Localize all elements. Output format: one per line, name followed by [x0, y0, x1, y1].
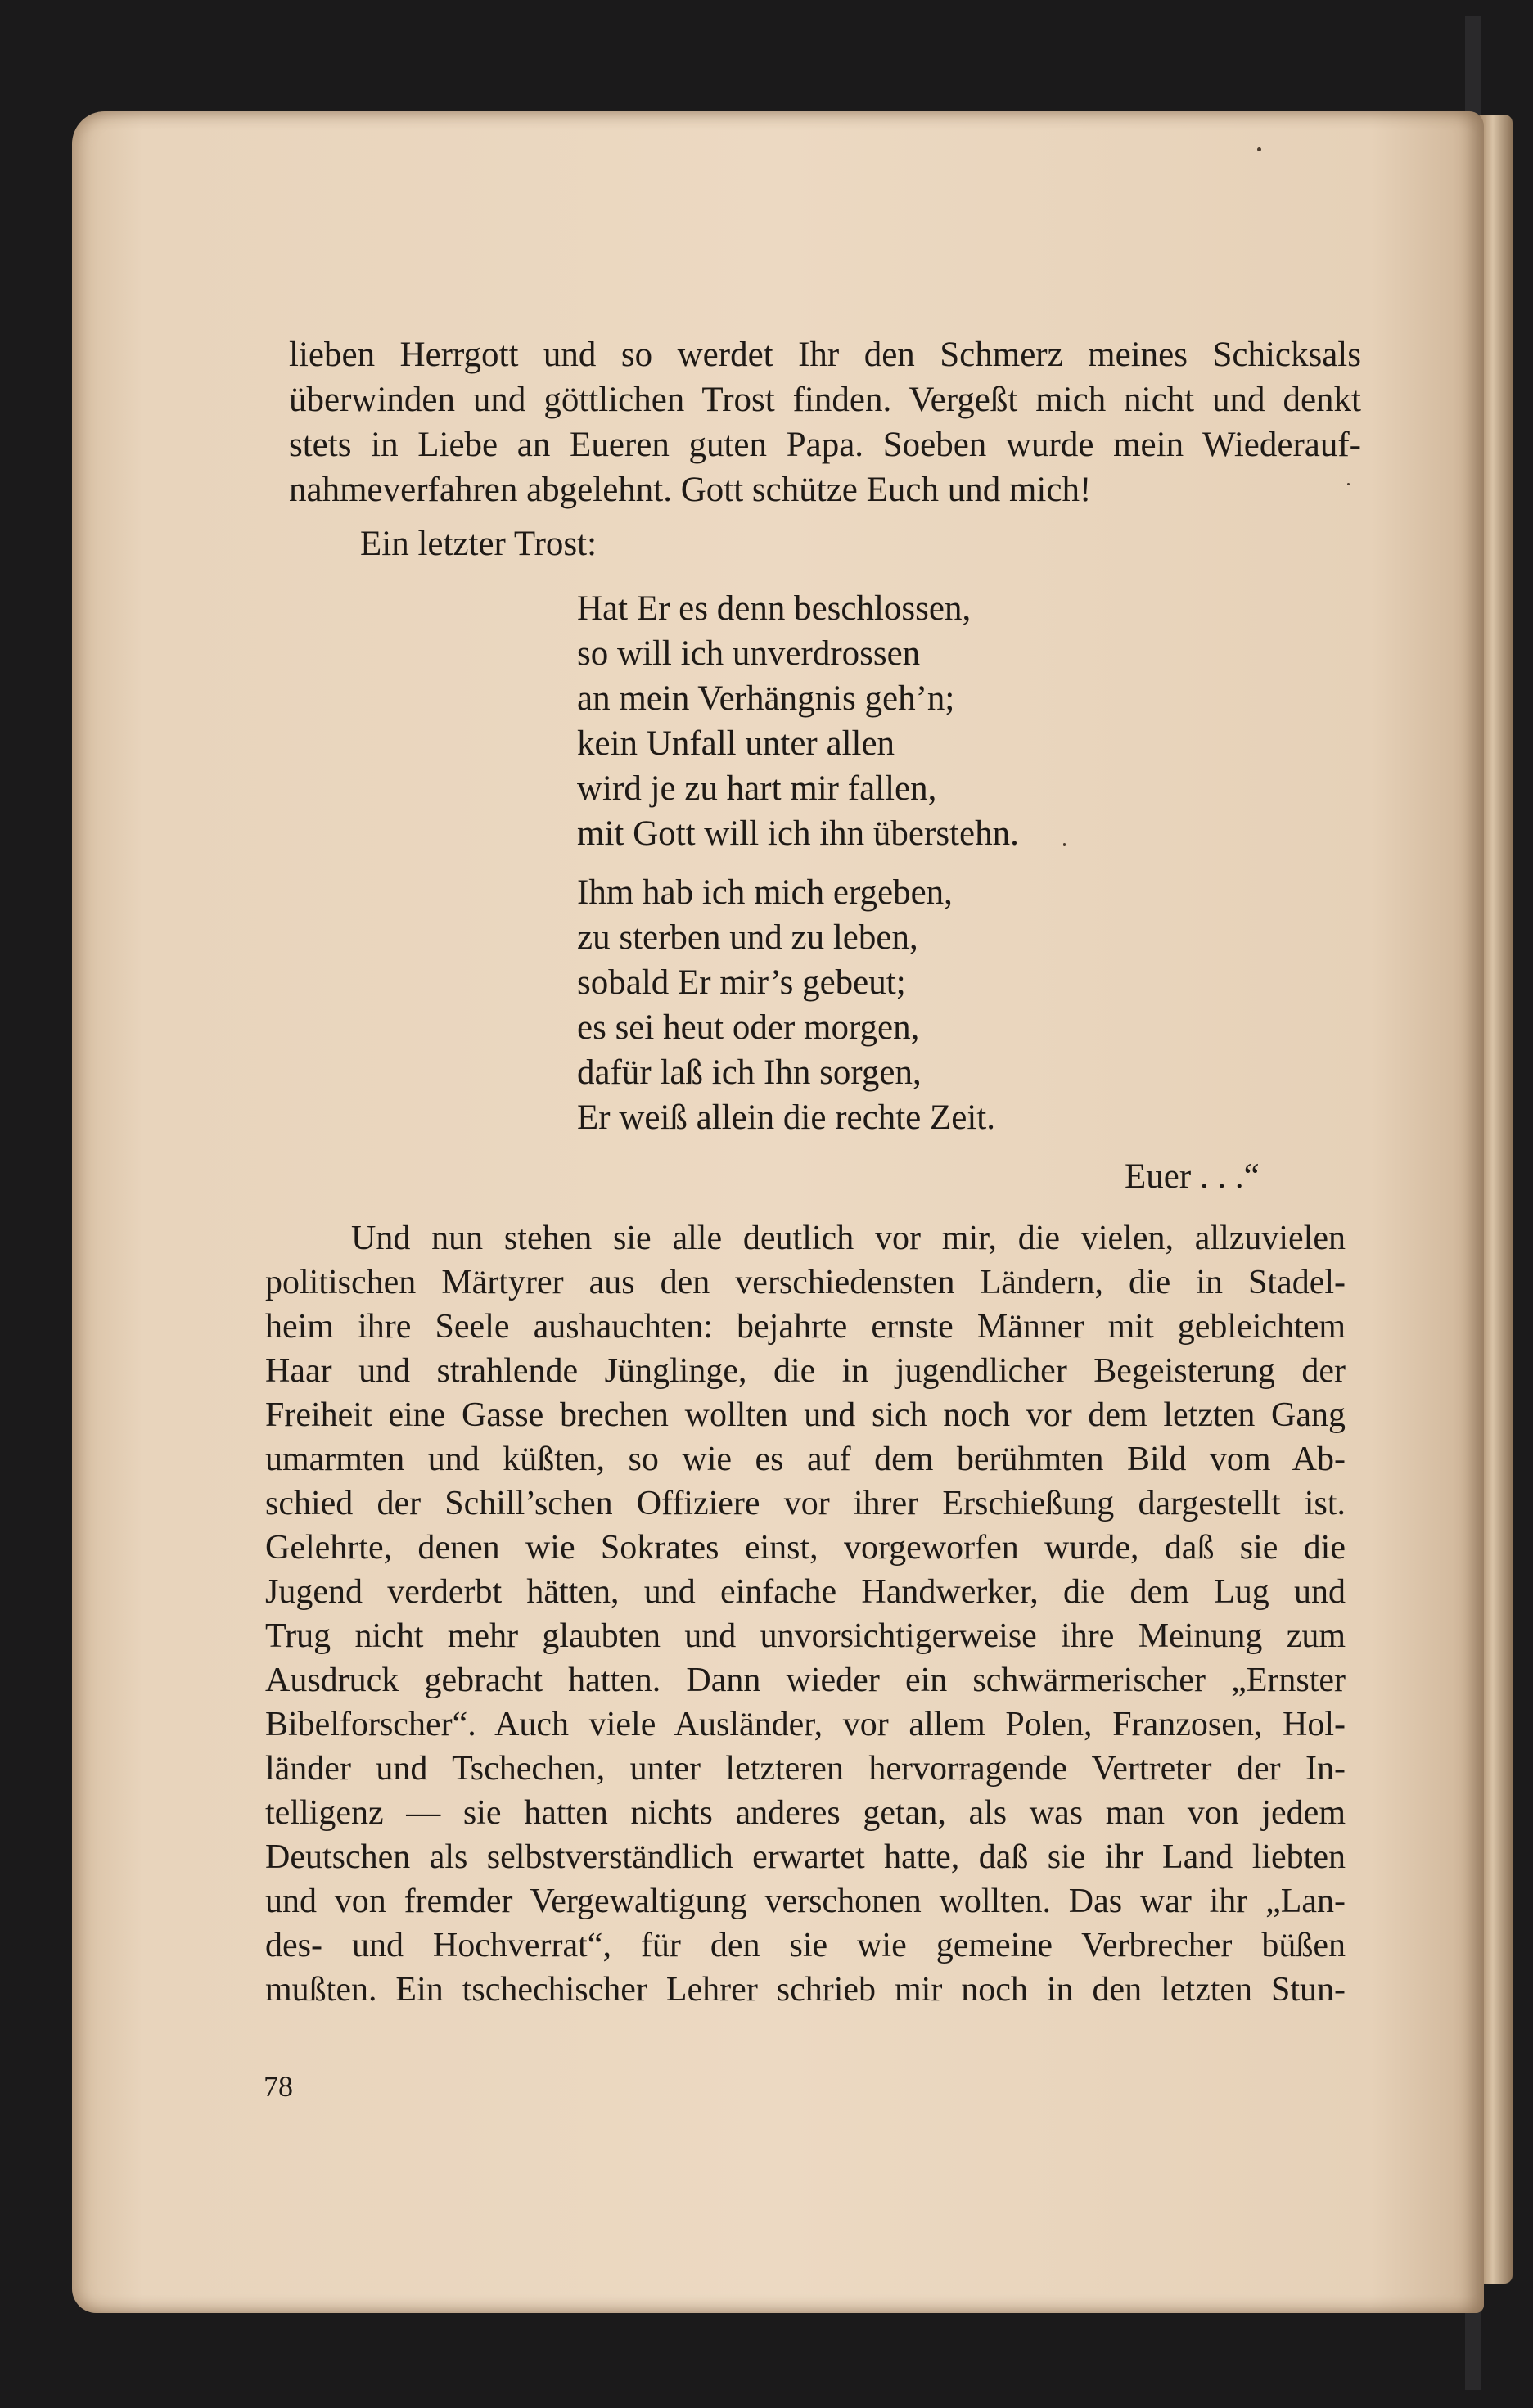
- text-line: nahmeverfahren abgelehnt. Gott schütze Euch und mich!: [289, 471, 1092, 509]
- text-line: und von fremder Vergewaltigung verschonen wollten. Das war ihr „Lan-: [265, 1883, 1346, 1920]
- verse-stanza-1: [577, 586, 1150, 856]
- paper-speck: [1257, 147, 1261, 151]
- verse-intro: Ein letzter Trost:: [360, 525, 597, 563]
- verse-line: es sei heut oder morgen,: [577, 1008, 920, 1047]
- verse-line: wird je zu hart mir fallen,: [577, 769, 937, 808]
- letter-paragraph: [289, 332, 1361, 512]
- text-line: Trug nicht mehr glaubten und unvorsichtigerweise ihre Meinung zum: [265, 1617, 1346, 1655]
- text-line: Freiheit eine Gasse brechen wollten und sich noch vor dem letzten Gang: [265, 1396, 1346, 1434]
- text-line: des- und Hochverrat“, für den sie wie gemeine Verbrecher büßen: [265, 1927, 1346, 1964]
- body-paragraph: [265, 1216, 1346, 2012]
- letter-closing: Euer . . .“: [1125, 1157, 1260, 1196]
- verse-line: kein Unfall unter allen: [577, 724, 895, 763]
- text-line: Gelehrte, denen wie Sokrates einst, vorgeworfen wurde, daß sie die: [265, 1529, 1346, 1567]
- text-line: Ausdruck gebracht hatten. Dann wieder ein schwärmerischer „Ernster: [265, 1662, 1346, 1699]
- text-line: heim ihre Seele aushauchten: bejahrte ernste Männer mit gebleichtem: [265, 1308, 1346, 1346]
- verse-line: an mein Verhängnis geh’n;: [577, 679, 955, 718]
- text-line: Haar und strahlende Jünglinge, die in jugendlicher Begeisterung der: [265, 1352, 1346, 1390]
- text-line: überwinden und göttlichen Trost finden. Vergeßt mich nicht und denkt: [289, 381, 1361, 419]
- text-line: länder und Tschechen, unter letzteren hervorragende Vertreter der In-: [265, 1750, 1346, 1788]
- verse-line: Er weiß allein die rechte Zeit.: [577, 1098, 995, 1137]
- verse-line: sobald Er mir’s gebeut;: [577, 963, 906, 1002]
- verse-line: Hat Er es denn beschlossen,: [577, 589, 972, 628]
- verse-stanza-2: [577, 870, 1150, 1140]
- text-line: lieben Herrgott und so werdet Ihr den Schmerz meines Schicksals: [289, 336, 1361, 374]
- page-number: 78: [264, 2070, 293, 2103]
- text-line: umarmten und küßten, so wie es auf dem berühmten Bild vom Ab-: [265, 1441, 1346, 1478]
- verse-line: so will ich unverdrossen: [577, 634, 921, 673]
- text-line: telligenz — sie hatten nichts anderes getan, als was man von jedem: [265, 1794, 1346, 1832]
- verse-line: dafür laß ich Ihn sorgen,: [577, 1053, 922, 1092]
- verse-line: zu sterben und zu leben,: [577, 918, 918, 957]
- text-line: politischen Märtyrer aus den verschiedensten Ländern, die in Stadel-: [265, 1264, 1346, 1301]
- text-line: Deutschen als selbstverständlich erwartet hatte, daß sie ihr Land liebten: [265, 1838, 1346, 1876]
- text-line: stets in Liebe an Eueren guten Papa. Soeben wurde mein Wiederauf-: [289, 426, 1361, 464]
- verse-line: mit Gott will ich ihn überstehn.: [577, 814, 1019, 853]
- text-line: Bibelforscher“. Auch viele Ausländer, vor allem Polen, Franzosen, Hol-: [265, 1706, 1346, 1743]
- text-line: schied der Schill’schen Offiziere vor ihrer Erschießung dargestellt ist.: [265, 1485, 1346, 1522]
- verse-line: Ihm hab ich mich ergeben,: [577, 873, 953, 912]
- page-edge-stack: [1480, 115, 1513, 2284]
- text-line: Und nun stehen sie alle deutlich vor mir, die vielen, allzuvielen: [351, 1220, 1346, 1257]
- text-line: mußten. Ein tschechischer Lehrer schrieb mir noch in den letzten Stun-: [265, 1971, 1346, 2009]
- text-line: Jugend verderbt hätten, und einfache Handwerker, die dem Lug und: [265, 1573, 1346, 1611]
